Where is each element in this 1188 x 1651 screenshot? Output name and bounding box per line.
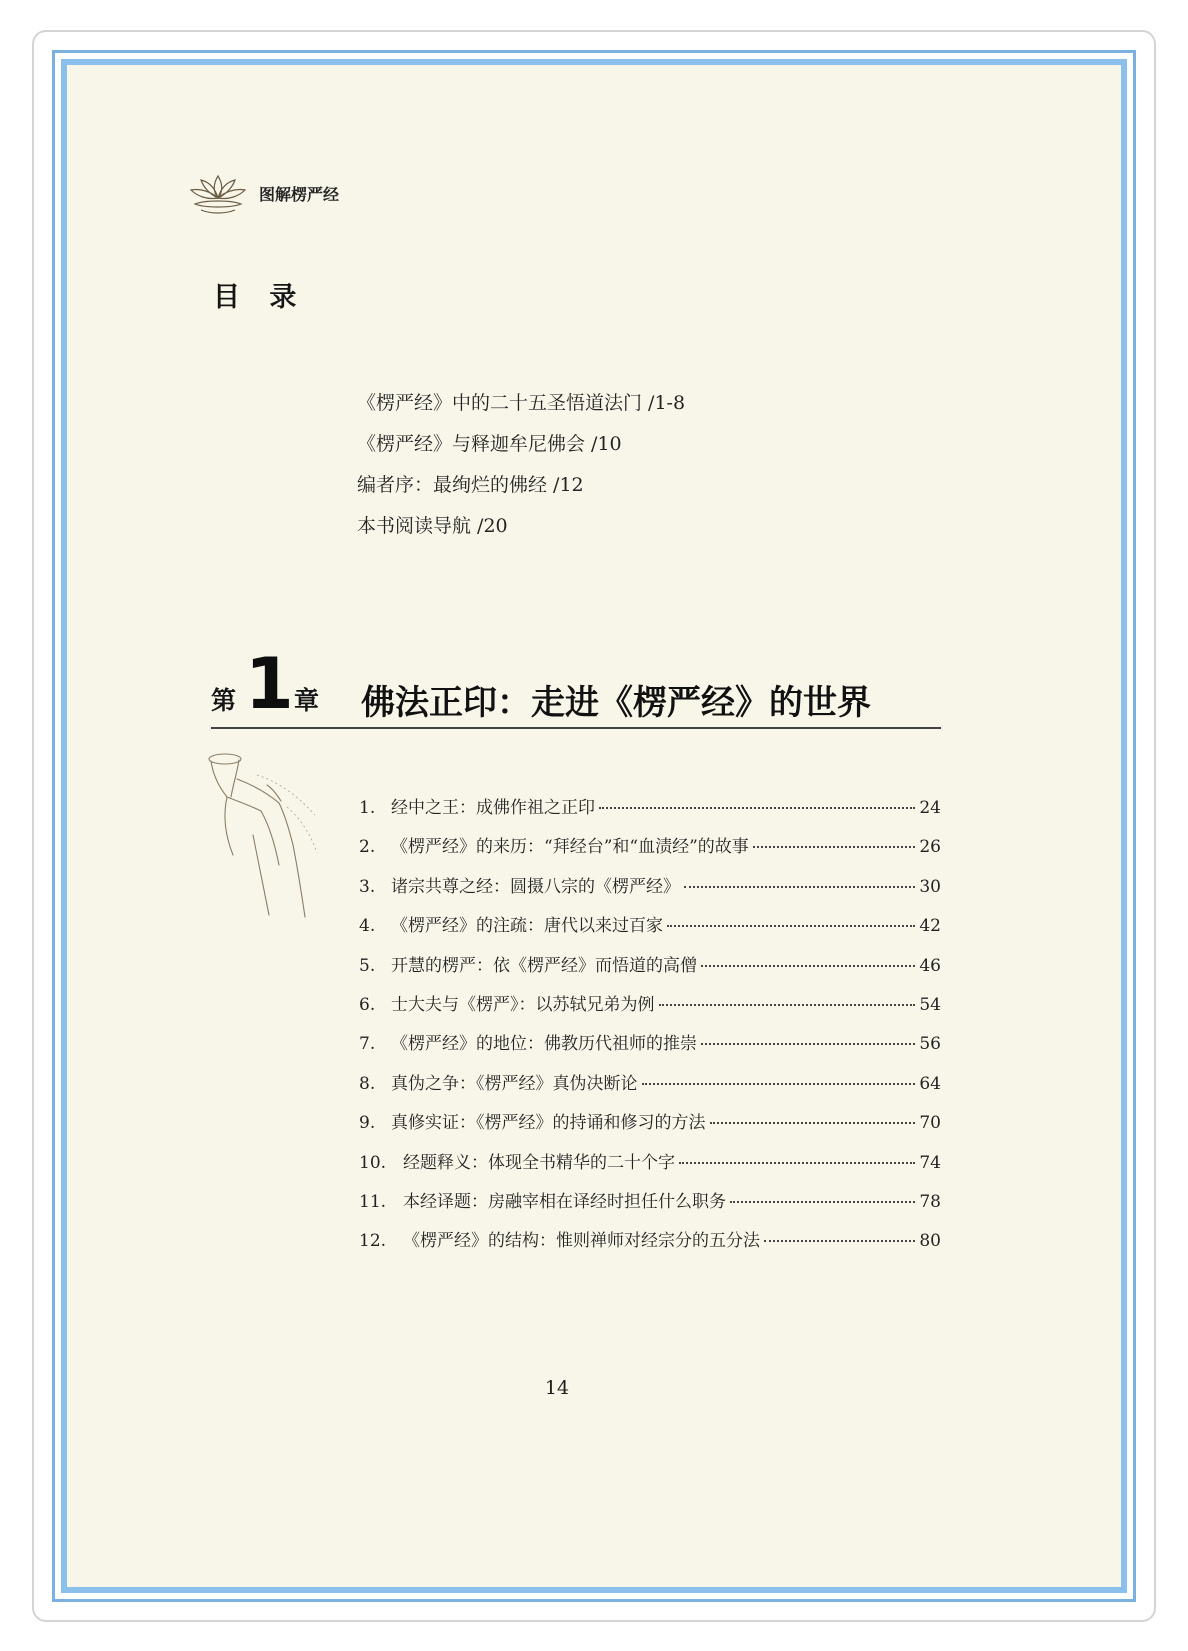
dot-leader (684, 885, 915, 888)
toc-entry[interactable] (359, 793, 941, 832)
toc-entry[interactable] (359, 1187, 941, 1226)
entry-number: 11. (359, 1191, 387, 1212)
entry-number: 7. (359, 1034, 376, 1055)
page-number: 14 (544, 1377, 570, 1399)
toc-entry[interactable] (359, 990, 941, 1029)
entry-number: 10. (359, 1152, 387, 1173)
entry-page: 54 (919, 994, 941, 1015)
entry-number: 9. (359, 1113, 376, 1134)
entry-number: 3. (359, 876, 376, 897)
dot-leader (642, 1082, 916, 1085)
chapter-suffix: 章 (294, 686, 320, 715)
entry-number: 6. (359, 994, 376, 1015)
running-head (187, 170, 339, 216)
front-matter-item[interactable]: 本书阅读导航 /20 (357, 515, 508, 537)
toc-entry[interactable] (359, 911, 941, 950)
chapter-title[interactable]: 佛法正印：走进《楞严经》的世界 (361, 683, 871, 723)
toc-entry[interactable] (359, 1226, 941, 1265)
toc-entry[interactable] (359, 872, 941, 911)
entry-page: 26 (919, 837, 941, 858)
toc-entry[interactable] (359, 1029, 941, 1068)
chapter-prefix: 第 (211, 686, 237, 715)
dot-leader (701, 1042, 915, 1045)
entry-page: 78 (919, 1191, 941, 1212)
front-matter-item[interactable]: 编者序：最绚烂的佛经 /12 (357, 474, 584, 496)
page-paper (61, 59, 1127, 1593)
dot-leader (659, 1003, 916, 1006)
book-title: 图解楞严经 (259, 184, 340, 204)
dot-leader (753, 845, 916, 848)
chapter-number: 1 (245, 643, 294, 725)
toc-entry[interactable] (359, 1108, 941, 1147)
entry-page: 30 (919, 876, 941, 897)
entry-title: 诸宗共尊之经：圆摄八宗的《楞严经》 (391, 876, 680, 897)
entry-title: 开慧的楞严：依《楞严经》而悟道的高僧 (391, 955, 697, 976)
toc-entry[interactable] (359, 832, 941, 871)
front-matter-item[interactable]: 《楞严经》中的二十五圣悟道法门 /1-8 (357, 392, 686, 414)
entry-number: 4. (359, 916, 376, 937)
dot-leader (667, 924, 915, 927)
entry-page: 80 (919, 1231, 941, 1252)
entry-number: 12. (359, 1231, 387, 1252)
entry-page: 64 (919, 1073, 941, 1094)
entry-number: 2. (359, 837, 376, 858)
entry-title: 士大夫与《楞严》：以苏轼兄弟为例 (391, 994, 655, 1015)
entry-number: 1. (359, 798, 376, 818)
lotus-icon (187, 170, 249, 216)
entry-title: 真修实证：《楞严经》的持诵和修习的方法 (391, 1113, 706, 1134)
toc-entry[interactable] (359, 1069, 941, 1108)
entry-page: 24 (919, 798, 941, 818)
entry-page: 42 (919, 916, 941, 937)
entry-title: 经中之王：成佛作祖之正印 (391, 798, 595, 818)
hand-mudra-icon (197, 745, 347, 925)
chapter-section-list (359, 793, 941, 1266)
toc-page (67, 65, 1127, 1593)
entry-page: 46 (919, 955, 941, 976)
entry-title: 真伪之争：《楞严经》真伪决断论 (391, 1073, 638, 1094)
entry-title: 《楞严经》的来历：“拜经台”和“血渍经”的故事 (391, 837, 749, 858)
dot-leader (599, 806, 915, 809)
entry-title: 《楞严经》的结构：惟则禅师对经宗分的五分法 (403, 1231, 760, 1252)
toc-entry[interactable] (359, 951, 941, 990)
front-matter-list (357, 383, 685, 547)
entry-page: 74 (919, 1152, 941, 1173)
entry-page: 56 (919, 1034, 941, 1055)
chapter-heading (211, 643, 941, 725)
entry-title: 经题释义：体现全书精华的二十个字 (403, 1152, 675, 1173)
dot-leader (701, 964, 915, 967)
dot-leader (679, 1161, 915, 1164)
front-matter-item[interactable]: 《楞严经》与释迦牟尼佛会 /10 (357, 433, 622, 455)
entry-number: 5. (359, 955, 376, 976)
entry-title: 本经译题：房融宰相在译经时担任什么职务 (403, 1191, 726, 1212)
entry-number: 8. (359, 1073, 376, 1094)
page-border (52, 50, 1136, 1602)
toc-entry[interactable] (359, 1148, 941, 1187)
entry-title: 《楞严经》的地位：佛教历代祖师的推崇 (391, 1034, 697, 1055)
entry-page: 70 (919, 1113, 941, 1134)
dot-leader (730, 1200, 915, 1203)
dot-leader (764, 1239, 915, 1242)
chapter-divider (211, 727, 941, 729)
dot-leader (710, 1121, 916, 1124)
toc-heading: 目 录 (213, 282, 307, 313)
entry-title: 《楞严经》的注疏：唐代以来过百家 (391, 916, 663, 937)
